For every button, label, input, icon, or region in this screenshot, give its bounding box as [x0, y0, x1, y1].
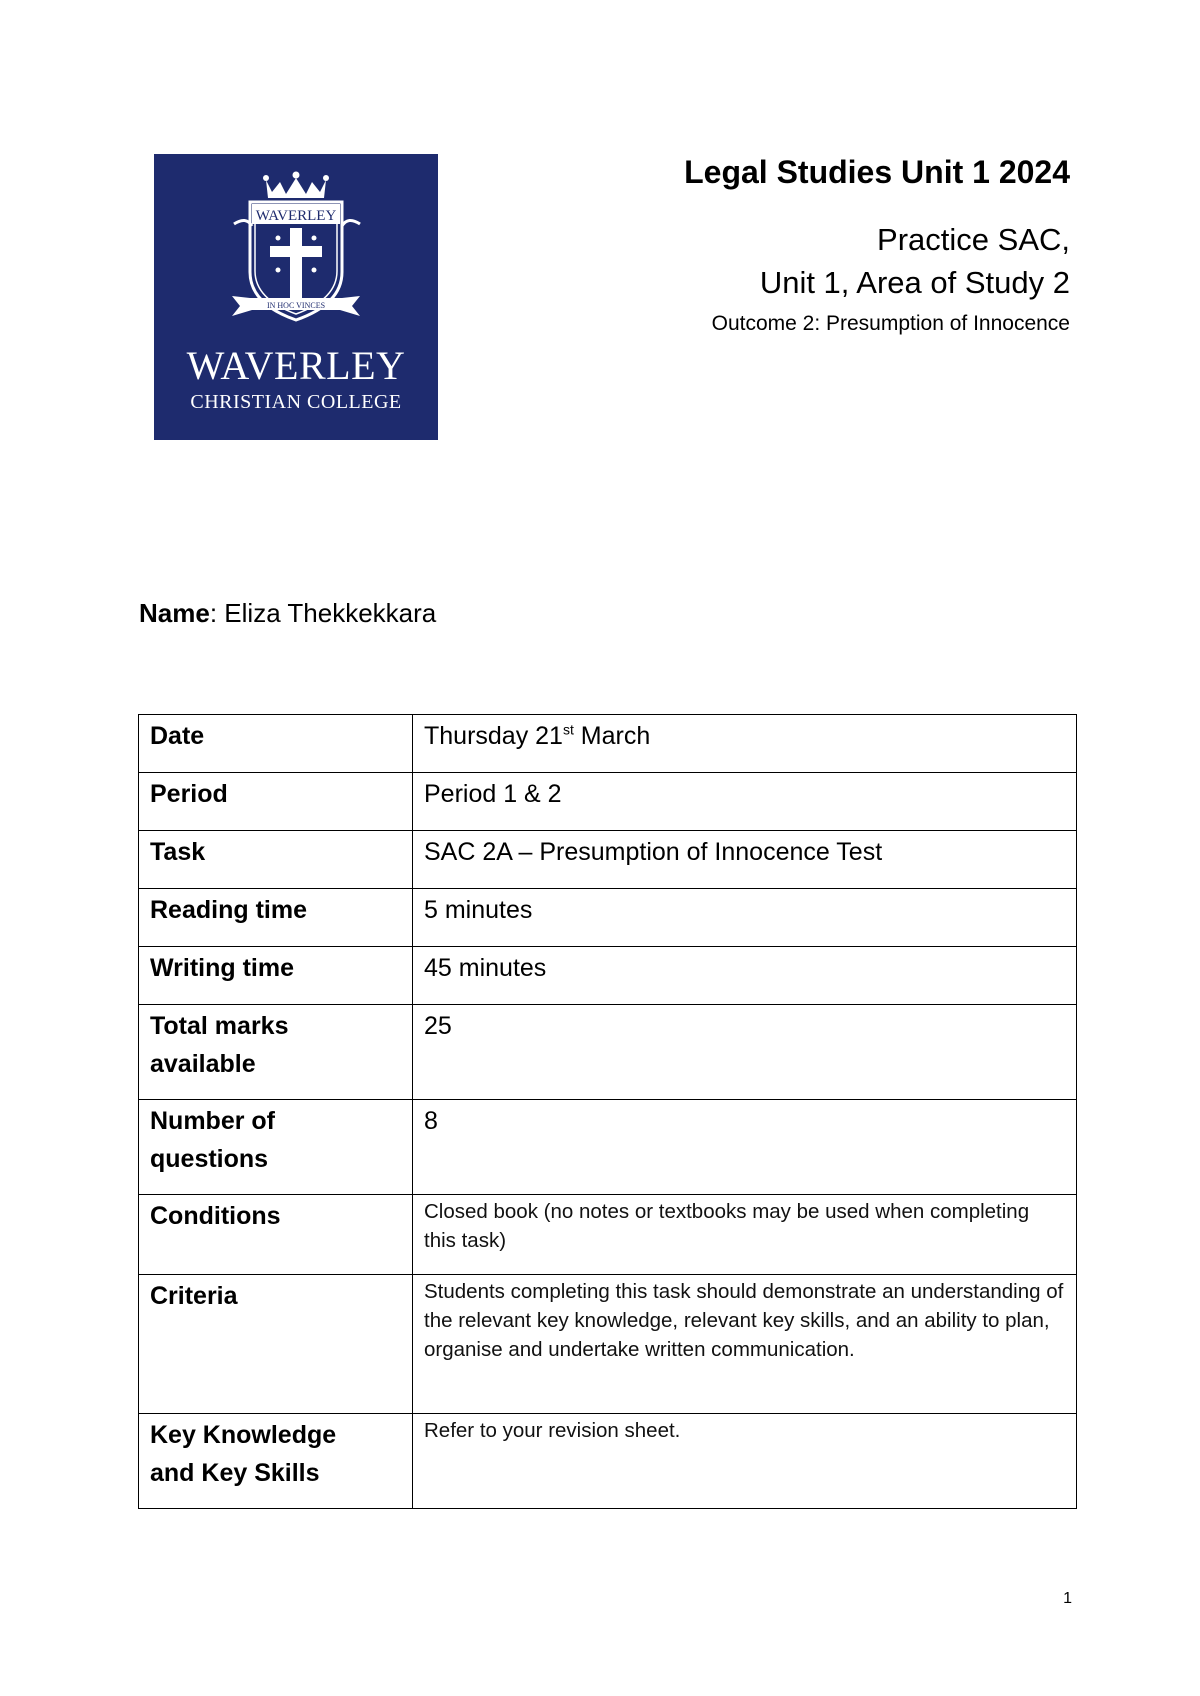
conditions-label: Conditions [139, 1195, 413, 1275]
table-row-writing-time [139, 947, 1077, 1005]
writing-time-value: 45 minutes [413, 947, 1077, 1005]
total-marks-label-line2: available [150, 1050, 256, 1078]
document-outcome: Outcome 2: Presumption of Innocence [711, 312, 1070, 335]
date-value-suffix: st [562, 721, 574, 738]
conditions-value: Closed book (no notes or textbooks may be used when completing this task) [413, 1195, 1077, 1275]
key-knowledge-label [139, 1414, 413, 1509]
num-questions-label-line2: questions [150, 1145, 269, 1173]
table-row-criteria [139, 1275, 1077, 1414]
key-knowledge-label-line2: and Key Skills [150, 1459, 320, 1487]
key-knowledge-value: Refer to your revision sheet. [413, 1414, 1077, 1509]
period-label: Period [139, 773, 413, 831]
num-questions-label-line1: Number of [150, 1107, 275, 1135]
table-row-reading-time [139, 889, 1077, 947]
table-row-task [139, 831, 1077, 889]
writing-time-label: Writing time [139, 947, 413, 1005]
num-questions-label [139, 1100, 413, 1195]
num-questions-value: 8 [413, 1100, 1077, 1195]
total-marks-value: 25 [413, 1005, 1077, 1100]
total-marks-label [139, 1005, 413, 1100]
date-value [413, 715, 1077, 773]
date-value-month: March [573, 722, 651, 750]
document-subtitle-line1: Practice SAC, [877, 222, 1070, 257]
total-marks-label-line1: Total marks [150, 1012, 289, 1040]
document-title: Legal Studies Unit 1 2024 [684, 154, 1070, 190]
crest-banner-text: WAVERLEY [255, 208, 337, 224]
task-details-table [138, 714, 1077, 1509]
college-logo [154, 154, 438, 440]
document-subtitle-line2: Unit 1, Area of Study 2 [759, 265, 1070, 300]
table-row-conditions [139, 1195, 1077, 1275]
criteria-label: Criteria [139, 1275, 413, 1414]
date-label: Date [139, 715, 413, 773]
reading-time-value: 5 minutes [413, 889, 1077, 947]
table-row-date [139, 715, 1077, 773]
key-knowledge-label-line1: Key Knowledge [150, 1421, 337, 1449]
crest-motto-text: IN HOC VINCES [266, 301, 326, 310]
table-row-total-marks [139, 1005, 1077, 1100]
task-label: Task [139, 831, 413, 889]
document-header [684, 150, 1070, 340]
reading-time-label: Reading time [139, 889, 413, 947]
student-name-label: Name [139, 598, 210, 628]
page-number: 1 [1063, 1590, 1072, 1607]
student-name-line [139, 598, 436, 629]
period-value: Period 1 & 2 [413, 773, 1077, 831]
table-row-key-knowledge [139, 1414, 1077, 1509]
logo-wordmark-main: WAVERLEY [186, 343, 406, 388]
task-value: SAC 2A – Presumption of Innocence Test [413, 831, 1077, 889]
table-row-period [139, 773, 1077, 831]
logo-wordmark-sub: CHRISTIAN COLLEGE [190, 391, 402, 413]
student-name-separator: : [209, 598, 218, 628]
table-row-num-questions [139, 1100, 1077, 1195]
student-name-value: Eliza Thekkekkara [224, 598, 437, 628]
criteria-value: Students completing this task should demonstrate an understanding of the relevant key knowledge, relevant key skills, and an ability to plan, organise and undertake written communication. [413, 1275, 1077, 1414]
date-value-main: Thursday 21 [424, 722, 563, 750]
